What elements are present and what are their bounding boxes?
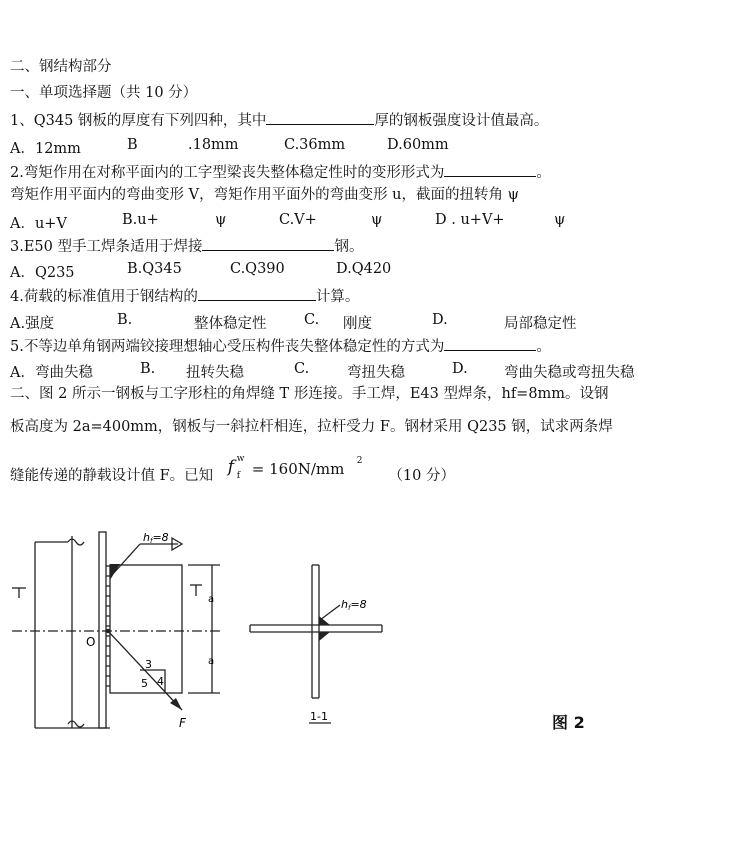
break-mark-top [68, 539, 84, 545]
question-5-stem [10, 336, 551, 356]
question-2-stem [10, 162, 551, 182]
section-weld-size-label: hf=8 [341, 598, 367, 612]
q5-option-a[interactable]: A．弯曲失稳 [10, 365, 93, 381]
q4-option-d-text: 局部稳定性 [504, 316, 577, 332]
part1-title: 一、单项选择题（共 10 分） [10, 85, 198, 101]
q3-stem-part-a: 3.E50 型手工焊条适用于焊接 [10, 239, 203, 255]
q2-option-b[interactable]: B.u+ [122, 212, 159, 228]
q1-option-b-letter[interactable]: B [127, 137, 138, 153]
formula-exponent: 2 [356, 456, 363, 466]
q5-option-c-letter[interactable]: C. [294, 361, 310, 377]
q4-option-c-letter[interactable]: C. [304, 312, 320, 328]
part2-line-2: 板高度为 2a=400mm，钢板与一斜拉杆相连，拉杆受力 F。钢材采用 Q235 钢，试求两条焊 [10, 419, 613, 435]
q5-stem-part-b: 。 [536, 339, 551, 355]
q5-answer-blank[interactable] [444, 336, 536, 351]
dim-a-lower: a [208, 656, 215, 667]
figure-2-diagram [0, 520, 739, 780]
slope-label-3: 3 [145, 658, 152, 671]
section-title: 二、钢结构部分 [10, 59, 112, 75]
formula-rhs: = 160N/mm [251, 460, 345, 478]
q4-stem-part-b: 计算。 [315, 289, 360, 305]
slope-label-4: 4 [157, 675, 164, 688]
q2-option-d-psi: ψ [554, 212, 566, 228]
column-flange [99, 532, 106, 728]
section-weld-lower [319, 632, 330, 641]
break-mark-bottom [68, 721, 84, 727]
formula-superscript: w [236, 454, 245, 464]
q4-option-a[interactable]: A.强度 [10, 316, 55, 332]
q3-option-d[interactable]: D.Q420 [336, 261, 392, 277]
question-4-stem [10, 286, 359, 306]
q5-option-c-text: 弯扭失稳 [347, 365, 405, 381]
strength-formula [227, 454, 378, 481]
q2-option-a[interactable]: A．u+V [10, 216, 67, 232]
part2-line-3 [10, 454, 455, 485]
section-label: 1-1 [310, 710, 328, 723]
q4-option-c-text: 刚度 [343, 316, 372, 332]
figure-caption: 图 2 [552, 713, 585, 732]
q3-answer-blank[interactable] [202, 236, 334, 251]
formula-subscript: f [236, 471, 241, 481]
q5-option-b-letter[interactable]: B. [140, 361, 156, 377]
q1-stem-part-a: 1、Q345 钢板的厚度有下列四种，其中 [10, 113, 267, 129]
q1-answer-blank[interactable] [266, 110, 374, 125]
q3-stem-part-b: 钢。 [334, 239, 364, 255]
q4-stem-part-a: 4.荷载的标准值用于钢结构的 [10, 289, 198, 305]
section-weld-leader [320, 605, 340, 620]
q1-stem-part-b: 厚的钢板强度设计值最高。 [374, 113, 549, 129]
weld-size-label: hf=8 [143, 531, 169, 545]
force-label: F [179, 716, 186, 730]
steel-plate [110, 565, 182, 693]
formula-f: f [227, 457, 235, 477]
q5-options [10, 361, 730, 379]
weld-leader-line [112, 544, 140, 575]
part2-points: （10 分） [388, 468, 455, 484]
q5-option-d-letter[interactable]: D. [452, 361, 468, 377]
q4-option-b-text: 整体稳定性 [194, 316, 267, 332]
part2-line-3-text: 缝能传递的静载设计值 F。已知 [10, 468, 214, 484]
q3-option-b[interactable]: B.Q345 [127, 261, 182, 277]
slope-label-5: 5 [141, 677, 148, 690]
q2-options [10, 212, 730, 230]
q3-option-a[interactable]: A．Q235 [10, 265, 75, 281]
q2-stem-part-b: 。 [536, 165, 551, 181]
origin-label: O [86, 635, 96, 649]
q5-option-d-text: 弯曲失稳或弯扭失稳 [504, 365, 635, 381]
q2-note: 弯矩作用平面内的弯曲变形 V，弯矩作用平面外的弯曲变形 u，截面的扭转角 ψ [10, 187, 520, 203]
q5-option-b-text: 扭转失稳 [186, 365, 244, 381]
q4-option-d-letter[interactable]: D. [432, 312, 448, 328]
q1-options [10, 137, 730, 155]
q1-option-a[interactable]: A．12mm [10, 141, 81, 157]
q3-option-c[interactable]: C.Q390 [230, 261, 285, 277]
q4-option-b-letter[interactable]: B. [117, 312, 133, 328]
question-3-stem [10, 236, 363, 256]
q4-options [10, 312, 730, 330]
q2-option-b-psi: ψ [215, 212, 227, 228]
q4-answer-blank[interactable] [198, 286, 316, 301]
q1-option-b-value: .18mm [188, 137, 239, 153]
part2-line-1: 二、图 2 所示一钢板与工字形柱的角焊缝 T 形连接。手工焊，E43 型焊条，hf=8mm。设钢 [10, 386, 609, 402]
q1-option-c[interactable]: C.36mm [284, 137, 346, 153]
q2-option-c-psi: ψ [371, 212, 383, 228]
weld-triangle-top [110, 564, 120, 580]
q2-option-d[interactable]: D . u+V+ [435, 212, 505, 228]
q2-option-c[interactable]: C.V+ [279, 212, 317, 228]
q3-options [10, 261, 730, 279]
question-1-stem [10, 110, 548, 130]
q5-stem-part-a: 5.不等边单角钢两端铰接理想轴心受压构件丧失整体稳定性的方式为 [10, 339, 445, 355]
q2-answer-blank[interactable] [444, 162, 536, 177]
origin-point [106, 629, 110, 633]
q1-option-d[interactable]: D.60mm [387, 137, 449, 153]
q2-stem-part-a: 2.弯矩作用在对称平面内的工字型梁丧失整体稳定性时的变形形式为 [10, 165, 445, 181]
dim-a-upper: a [208, 594, 215, 605]
